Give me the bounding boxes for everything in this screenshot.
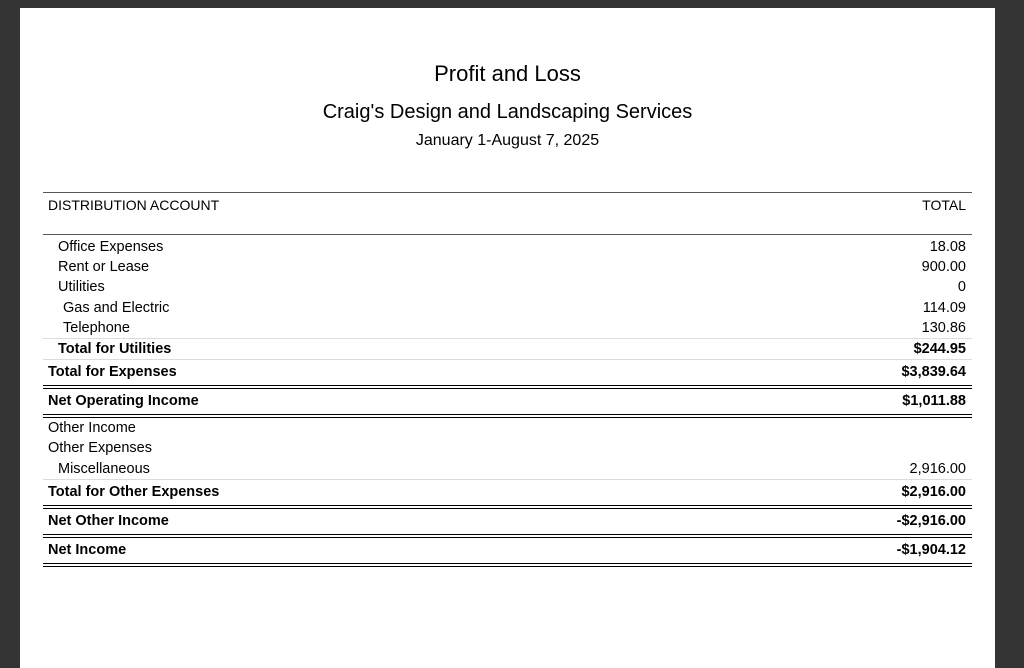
row-value: 900.00 [921,259,966,276]
row-value: -$2,916.00 [896,512,966,529]
row-value: $2,916.00 [901,483,966,500]
row-label: Net Income [48,541,127,558]
table-row [43,277,972,297]
row-label: Net Operating Income [48,393,199,410]
total-row [43,359,972,389]
row-label: Other Income [48,420,136,437]
row-label: Total for Other Expenses [48,483,220,500]
row-value: 0 [957,279,966,296]
table-row [43,438,972,458]
table-row [43,237,972,257]
company-name: Craig's Design and Landscaping Services [322,101,693,123]
table-header [43,192,972,235]
row-label: Total for Expenses [48,364,177,381]
row-value: 18.08 [929,239,966,255]
row-label: Office Expenses [58,239,164,255]
row-label: Rent or Lease [58,259,150,276]
row-label: Other Expenses [48,440,152,457]
total-row [43,509,972,538]
report-page [20,8,995,668]
row-label: Net Other Income [48,512,169,529]
row-value: -$1,904.12 [896,541,966,558]
column-header-total: TOTAL [922,197,966,213]
table-row [43,418,972,438]
table-row [43,318,972,338]
row-label: Gas and Electric [63,299,170,316]
table-row [43,459,972,479]
row-value: $3,839.64 [901,364,966,381]
row-value: $1,011.88 [902,393,966,410]
subtotal-row [43,338,972,359]
table-row [43,257,972,277]
net-income-row [43,538,972,567]
report-title: Profit and Loss [434,61,581,86]
row-label: Utilities [58,279,105,296]
row-label: Telephone [63,319,130,336]
total-row [43,479,972,509]
row-value: 114.09 [922,299,966,316]
total-row [43,389,972,418]
row-value: 130.86 [921,319,966,336]
table-row [43,298,972,318]
report-period: January 1-August 7, 2025 [415,132,600,149]
report-table [43,192,972,567]
row-value: $244.95 [913,340,966,357]
row-label: Total for Utilities [58,340,172,357]
column-header-account: DISTRIBUTION ACCOUNT [48,197,220,213]
row-label: Miscellaneous [58,460,150,477]
row-value: 2,916.00 [909,460,966,477]
